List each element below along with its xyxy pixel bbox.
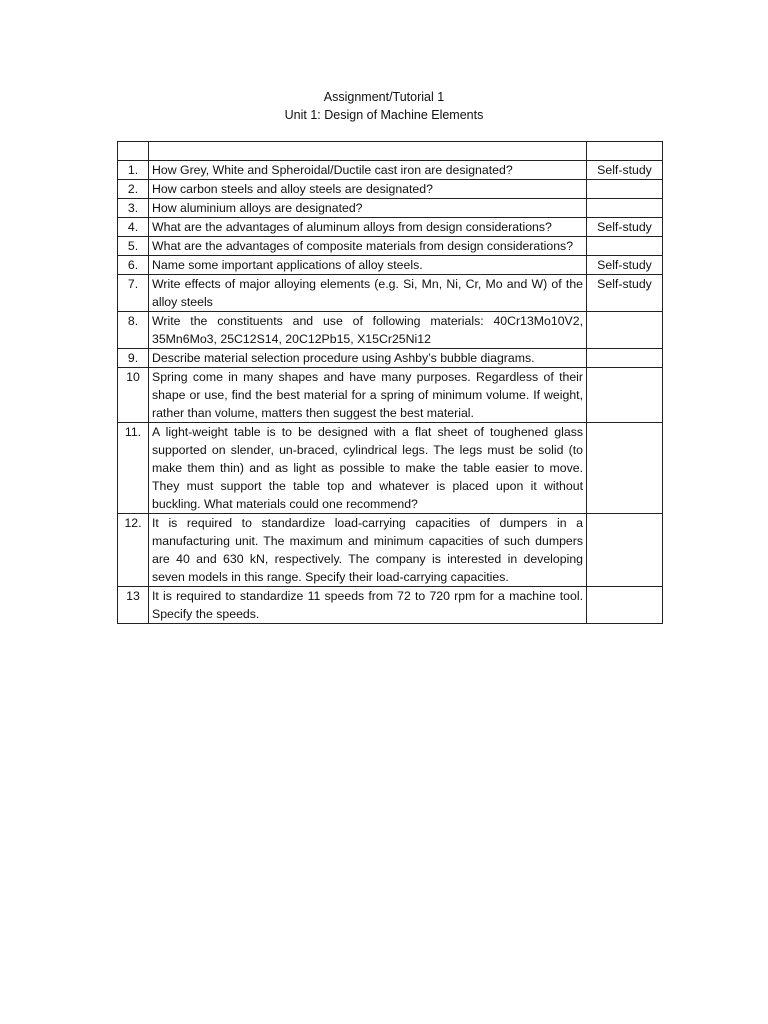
question-text: Write effects of major alloying elements (e.g. Si, Mn, Ni, Cr, Mo and W) of the alloy steels bbox=[149, 275, 587, 312]
question-text: A light-weight table is to be designed with a flat sheet of toughened glass supported on slender, un-braced, cylindrical legs. The legs must be solid (to make them thin) and as light as possible to make the table easier to move. They must support the table top and whatever is placed upon it without buckling. What materials could one recommend? bbox=[149, 423, 587, 514]
question-note bbox=[587, 423, 663, 514]
question-note bbox=[587, 514, 663, 587]
table-row bbox=[118, 423, 663, 514]
question-text: Name some important applications of alloy steels. bbox=[149, 256, 587, 275]
header-cell-number bbox=[118, 142, 149, 161]
question-note: Self-study bbox=[587, 275, 663, 312]
question-number: 1. bbox=[118, 161, 149, 180]
question-number: 7. bbox=[118, 275, 149, 312]
question-number: 3. bbox=[118, 199, 149, 218]
question-text: It is required to standardize load-carrying capacities of dumpers in a manufacturing unit. The maximum and minimum capacities of such dumpers are 40 and 630 kN, respectively. The company is interested in developing seven models in this range. Specify their load-carrying capacities. bbox=[149, 514, 587, 587]
table-row bbox=[118, 275, 663, 312]
question-number: 2. bbox=[118, 180, 149, 199]
question-note: Self-study bbox=[587, 161, 663, 180]
question-note bbox=[587, 180, 663, 199]
table-row bbox=[118, 256, 663, 275]
question-note bbox=[587, 237, 663, 256]
table-row bbox=[118, 368, 663, 423]
question-number: 5. bbox=[118, 237, 149, 256]
question-number: 4. bbox=[118, 218, 149, 237]
question-text: How aluminium alloys are designated? bbox=[149, 199, 587, 218]
question-note: Self-study bbox=[587, 218, 663, 237]
question-number: 9. bbox=[118, 349, 149, 368]
table-header-row bbox=[118, 142, 663, 161]
question-text: Write the constituents and use of following materials: 40Cr13Mo10V2, 35Mn6Mo3, 25C12S14, 20C12Pb15, X15Cr25Ni12 bbox=[149, 312, 587, 349]
table-row bbox=[118, 349, 663, 368]
question-note bbox=[587, 368, 663, 423]
questions-table bbox=[117, 141, 663, 624]
question-number: 8. bbox=[118, 312, 149, 349]
question-text: Describe material selection procedure using Ashby’s bubble diagrams. bbox=[149, 349, 587, 368]
question-text: How carbon steels and alloy steels are designated? bbox=[149, 180, 587, 199]
question-note: Self-study bbox=[587, 256, 663, 275]
table-row bbox=[118, 237, 663, 256]
table-row bbox=[118, 587, 663, 624]
question-text: Spring come in many shapes and have many purposes. Regardless of their shape or use, find the best material for a spring of minimum volume. If weight, rather than volume, matters then suggest the best material. bbox=[149, 368, 587, 423]
question-text: It is required to standardize 11 speeds from 72 to 720 rpm for a machine tool. Specify the speeds. bbox=[149, 587, 587, 624]
table-row bbox=[118, 199, 663, 218]
question-text: What are the advantages of aluminum alloys from design considerations? bbox=[149, 218, 587, 237]
questions-table-body bbox=[118, 142, 663, 624]
table-row bbox=[118, 180, 663, 199]
header-cell-note bbox=[587, 142, 663, 161]
header-cell-question bbox=[149, 142, 587, 161]
question-text: What are the advantages of composite materials from design considerations? bbox=[149, 237, 587, 256]
unit-subtitle: Unit 1: Design of Machine Elements bbox=[284, 108, 484, 122]
question-note bbox=[587, 587, 663, 624]
question-number: 10 bbox=[118, 368, 149, 423]
question-note bbox=[587, 312, 663, 349]
question-number: 13 bbox=[118, 587, 149, 624]
question-number: 6. bbox=[118, 256, 149, 275]
assignment-title: Assignment/Tutorial 1 bbox=[323, 90, 445, 104]
question-note bbox=[587, 199, 663, 218]
table-row bbox=[118, 312, 663, 349]
table-row bbox=[118, 161, 663, 180]
question-note bbox=[587, 349, 663, 368]
table-row bbox=[118, 514, 663, 587]
question-number: 11. bbox=[118, 423, 149, 514]
table-row bbox=[118, 218, 663, 237]
question-text: How Grey, White and Spheroidal/Ductile cast iron are designated? bbox=[149, 161, 587, 180]
question-number: 12. bbox=[118, 514, 149, 587]
